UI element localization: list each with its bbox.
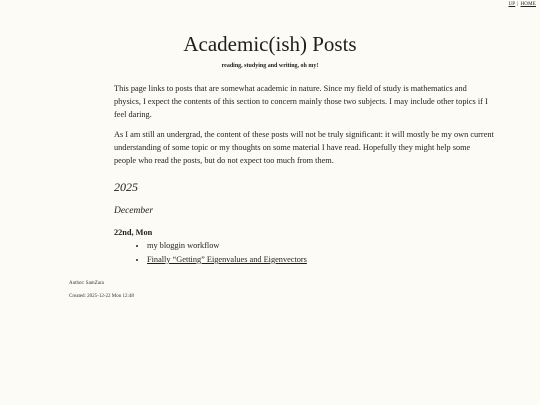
footer-created: Created: 2025-12-22 Mon 12:48	[69, 294, 134, 299]
month-heading: December	[114, 206, 154, 216]
nav-home-link[interactable]: HOME	[520, 2, 536, 7]
post-link-eigenvalues[interactable]: Finally “Getting” Eigenvalues and Eigenvectors	[147, 255, 307, 264]
intro-paragraph-2: As I am still an undergrad, the content of these posts will not be truly significant: it will mostly be my own current understanding of some topic or my thoughts on some material I have read. Hopefully they might help some people who read the posts, but do not expect too much from them.	[114, 130, 494, 165]
footer-author: Author: SamZara	[69, 281, 104, 286]
list-item	[147, 253, 494, 267]
post-link-bloggin-workflow[interactable]: my bloggin workflow	[147, 241, 220, 250]
day-heading: 22nd, Mon	[114, 228, 153, 237]
post-list	[114, 239, 494, 267]
nav-separator: |	[517, 2, 519, 7]
intro-paragraph-1: This page links to posts that are somewhat academic in nature. Since my field of study is mathematics and physics, I expect the contents of this section to concern mainly those two subjects. I may include other topics if I feel daring.	[114, 84, 488, 119]
list-item	[147, 239, 494, 253]
year-heading: 2025	[114, 180, 138, 194]
top-nav	[508, 2, 536, 7]
page-title: Academic(ish) Posts	[183, 32, 357, 56]
nav-up-link[interactable]: UP	[508, 2, 516, 7]
page-subtitle: reading, studying and writing, oh my!	[221, 63, 319, 69]
main-content	[114, 82, 494, 267]
